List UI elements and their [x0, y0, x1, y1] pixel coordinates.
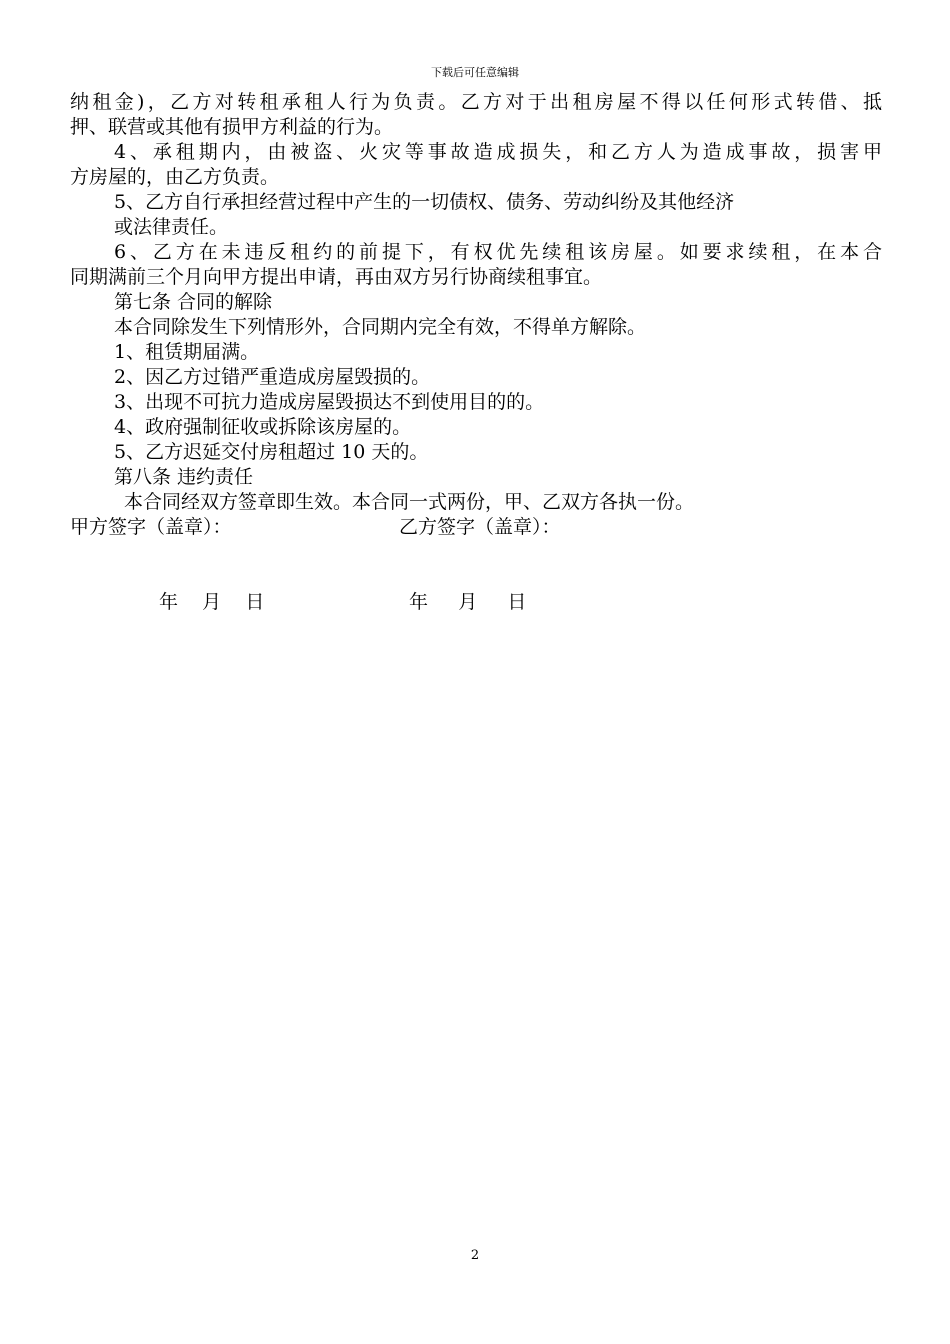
party-b-signature-label: 乙方签字（盖章）： [399, 516, 561, 538]
paragraph-line: 5、乙方自行承担经营过程中产生的一切债权、债务、劳动纠纷及其他经济 [114, 191, 735, 213]
party-a-date: 年 月 日 [159, 591, 265, 613]
paragraph-line: 6、乙方在未违反租约的前提下，有权优先续租该房屋。如要求续租，在本合 [114, 241, 882, 263]
paragraph-line: 或法律责任。 [114, 216, 229, 238]
party-b-date: 年 月 日 [409, 591, 527, 613]
paragraph-line: 方房屋的，由乙方负责。 [70, 166, 280, 188]
header-note: 下载后可任意编辑 [431, 66, 519, 79]
section-heading: 第七条 合同的解除 [114, 291, 273, 313]
document-body [70, 90, 882, 615]
party-a-signature-label: 甲方签字（盖章）： [70, 516, 232, 538]
list-item: 3、出现不可抗力造成房屋毁损达不到使用目的的。 [114, 391, 545, 413]
date-row [70, 590, 882, 615]
list-item: 5、乙方迟延交付房租超过 10 天的。 [114, 441, 429, 463]
page-number: 2 [470, 1248, 480, 1263]
signature-row [70, 515, 882, 540]
section-heading: 第八条 违约责任 [114, 466, 254, 488]
paragraph-line: 本合同经双方签章即生效。本合同一式两份，甲、乙双方各执一份。 [124, 491, 695, 513]
list-item: 1、租赁期届满。 [114, 341, 260, 363]
list-item: 2、因乙方过错严重造成房屋毁损的。 [114, 366, 431, 388]
paragraph-line: 本合同除发生下列情形外，合同期内完全有效，不得单方解除。 [114, 316, 647, 338]
paragraph-line: 同期满前三个月向甲方提出申请，再由双方另行协商续租事宜。 [70, 266, 603, 288]
paragraph-line: 纳租金)，乙方对转租承租人行为负责。乙方对于出租房屋不得以任何形式转借、抵 [70, 91, 882, 113]
list-item: 4、政府强制征收或拆除该房屋的。 [114, 416, 412, 438]
paragraph-line: 押、联营或其他有损甲方利益的行为。 [70, 116, 394, 138]
paragraph-line: 4、承租期内，由被盗、火灾等事故造成损失，和乙方人为造成事故，损害甲 [114, 141, 882, 163]
